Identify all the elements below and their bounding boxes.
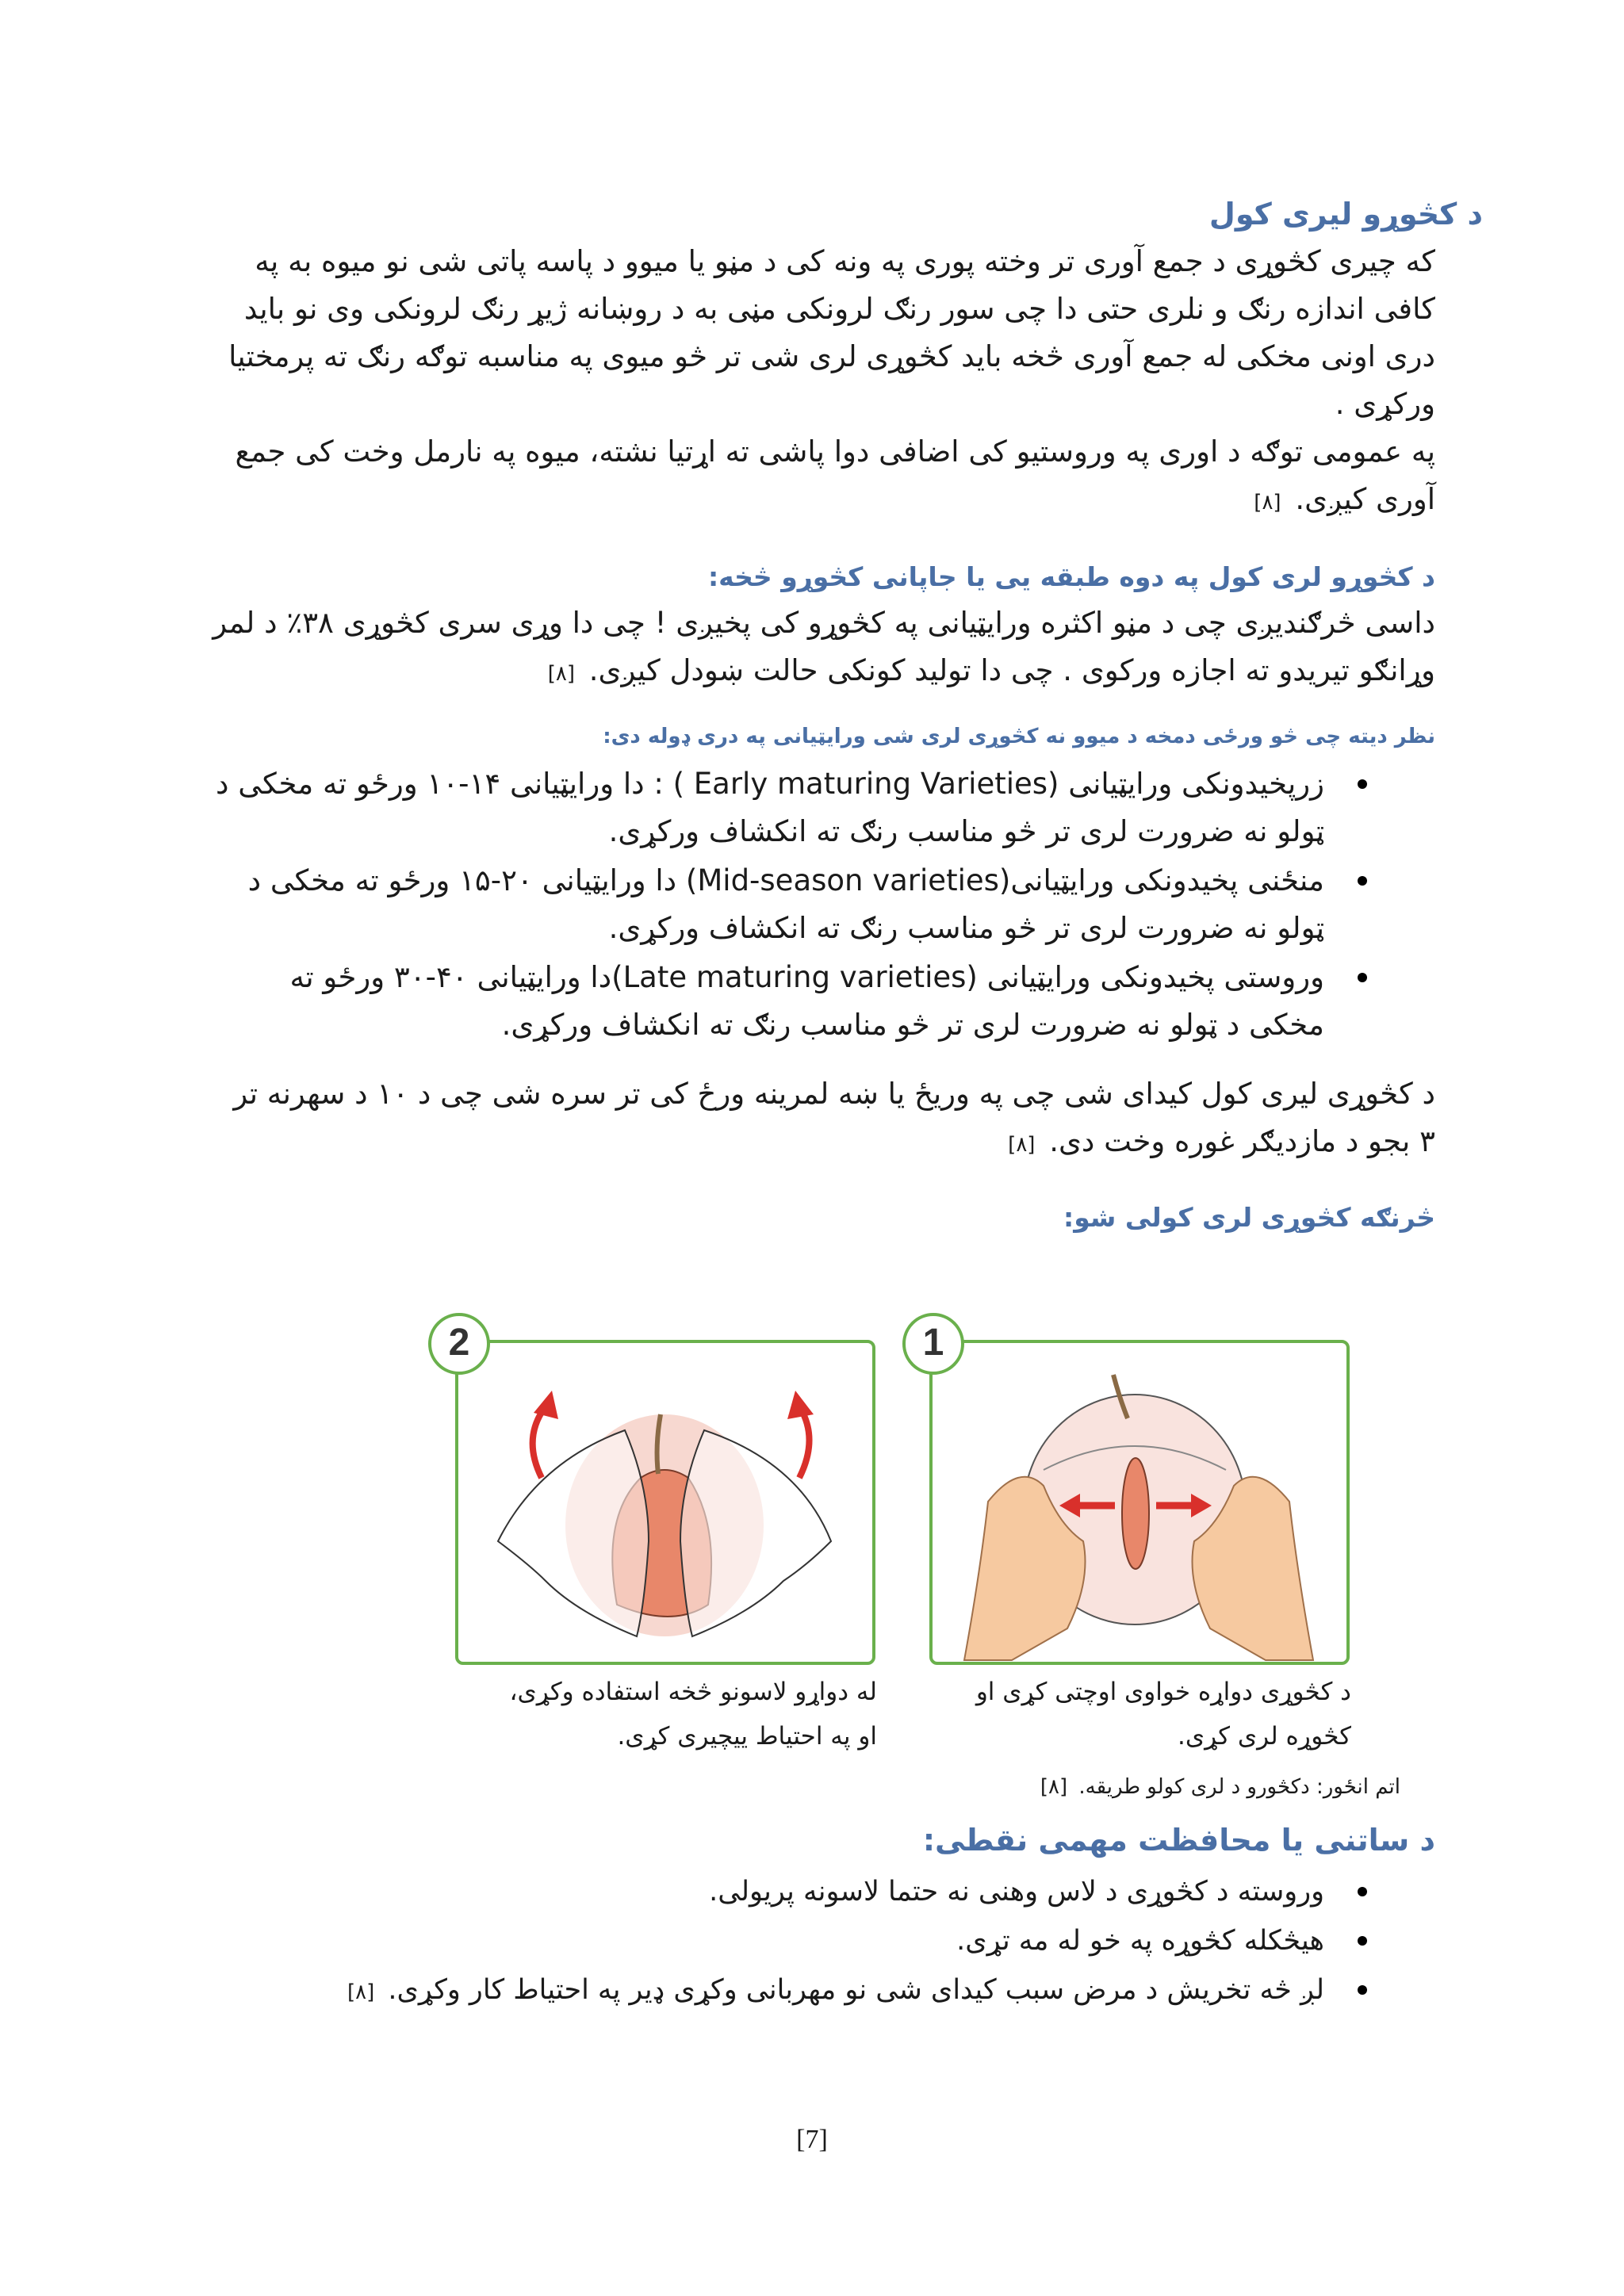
step-2-badge: 2 — [428, 1313, 490, 1375]
list-item: وروستی پخیدونکی ورایټیانی (Late maturing varieties)دا ورایټیانی ۴۰-۳۰ ورځو ته مخکی د ټولو نه ضرورت لری تر څو مناسب رنګ ته انکشاف ورکړی. — [210, 954, 1332, 1049]
section-japanese-bags — [210, 555, 1435, 698]
arrowhead — [787, 1391, 814, 1419]
citation: [۸] — [1254, 491, 1281, 515]
list-item — [210, 1966, 1332, 2016]
list-item-text: لږ څه تخریش د مرض سبب کیدای شی نو مهربانی وکړی ډیر په احتیاط کار وکړی. — [388, 1974, 1324, 2006]
section-variety-types — [210, 718, 1435, 1050]
caption-line: د کڅوړی دواړه خواوی اوچتی کړی او — [975, 1678, 1351, 1706]
page-number: [7] — [796, 2125, 828, 2154]
caption-line: او په احتیاط ییچیری کړی. — [617, 1722, 877, 1751]
paragraph-text: داسی څرګندیږی چی د مڼو اکثره ورایټیانی په کڅوړو کی پخیږی ! چی دا وړی سری کڅوړی ۳۸٪ د لمر وړانګو تیریدو ته اجازه ورکوی . چی دا تولید کونکی حالت ښودل کیږی. — [213, 606, 1435, 687]
section-title: د ساتنی یا محافظت مهمی نقطی: — [922, 1823, 1435, 1858]
section-timing — [210, 1070, 1435, 1169]
step-1-caption — [929, 1670, 1351, 1758]
caption-line: له دواړو لاسونو څخه استفاده وکړی، — [509, 1678, 877, 1706]
paragraph — [210, 1070, 1435, 1169]
section-title: د کڅوړو لیری کول — [1208, 197, 1483, 232]
paragraph-text: په عمومی توګه د اوری په وروستیو کی اضافی دوا پاشی ته اړتیا نشته، میوه په نارمل وخت کی جمع آوری کیږی. — [235, 434, 1435, 516]
citation: [۸] — [547, 662, 576, 686]
step-1-illustration — [929, 1340, 1350, 1665]
paragraph: که چیری کڅوړی د جمع آوری تر وخته پوری په ونه کی د مڼو یا میوو د پاسه پاتی شی نو میوه به په کافی اندازه رنګ و نلری حتی دا چی سور رنګ لرونکی مڼی به د روښانه ژیړ رنګ لرونکی وی نو باید دری اونی مخکی له جمع آوری څخه باید کڅوړی لری شی تر څو میوی په مناسبه توګه رنګ ته پرمختیا ورکړی . — [228, 244, 1435, 421]
arrow-up-right-icon — [799, 1406, 810, 1478]
paragraph-text: د کڅوړی لیری کول کیدای شی چی په وریځ یا ښه لمرینه ورځ کی تر سره شی چی د ۱۰ د سهرنه تر ۳ بجو د مازدیګر غوره وخت دی. — [233, 1077, 1435, 1158]
list-item: زرپخیدونکی ورایټیانی (Early maturing Varieties ) : دا ورایټیانی ۱۴-۱۰ ورځو ته مخکی د ټولو نه ضرورت لری تر څو مناسب رنګ ته انکشاف ورکړی. — [210, 760, 1332, 855]
paragraph — [210, 599, 1435, 698]
figure-caption — [872, 1770, 1400, 1804]
arrow-up-left-icon — [533, 1406, 546, 1478]
section-safety-points — [210, 1816, 1435, 2018]
section-how-to — [210, 1196, 1435, 1240]
citation: [۸] — [1008, 1133, 1036, 1157]
step-2-caption — [455, 1670, 877, 1758]
step-1-drawing — [933, 1343, 1346, 1662]
list-item: وروسته د کڅوړی د لاس وهنی نه حتما لاسونه پریولی. — [210, 1868, 1332, 1915]
section-title: څرنګه کڅوړی لری کولی شو: — [1063, 1202, 1435, 1233]
step-2-drawing — [458, 1343, 872, 1662]
list-item: منځنی پخیدونکی ورایټیانی(Mid-season varieties) دا ورایټیانی ۲۰-۱۵ ورځو ته مخکی د ټولو نه ضرورت لری تر څو مناسب رنګ ته انکشاف ورکړی. — [210, 857, 1332, 952]
paragraph — [214, 428, 1435, 526]
bag-left-half — [498, 1430, 649, 1636]
section-remove-bags — [214, 190, 1483, 526]
step-2-illustration — [455, 1340, 875, 1665]
variety-list — [210, 760, 1435, 1049]
section-title: نظر دیته چی څو ورځی دمخه د میوو نه کڅوړی لری شی ورایټیانی په دری ډوله دی: — [603, 725, 1435, 748]
citation: [۸] — [347, 1980, 375, 2004]
step-1-badge: 1 — [902, 1313, 964, 1375]
list-item: هیڅکله کڅوړه په خو له مه تړی. — [210, 1917, 1332, 1965]
citation: [۸] — [1040, 1775, 1068, 1799]
section-title: د کڅوړو لری کول په دوه طبقه یی یا جاپانی کڅوړو څخه: — [707, 561, 1435, 592]
safety-list — [210, 1868, 1435, 2016]
bag-slit — [1122, 1458, 1149, 1569]
caption-line: کڅوړه لری کړی. — [1178, 1722, 1351, 1751]
figure-caption-text: اتم انځور: دکڅورو د لری کولو طریقه. — [1078, 1775, 1400, 1799]
